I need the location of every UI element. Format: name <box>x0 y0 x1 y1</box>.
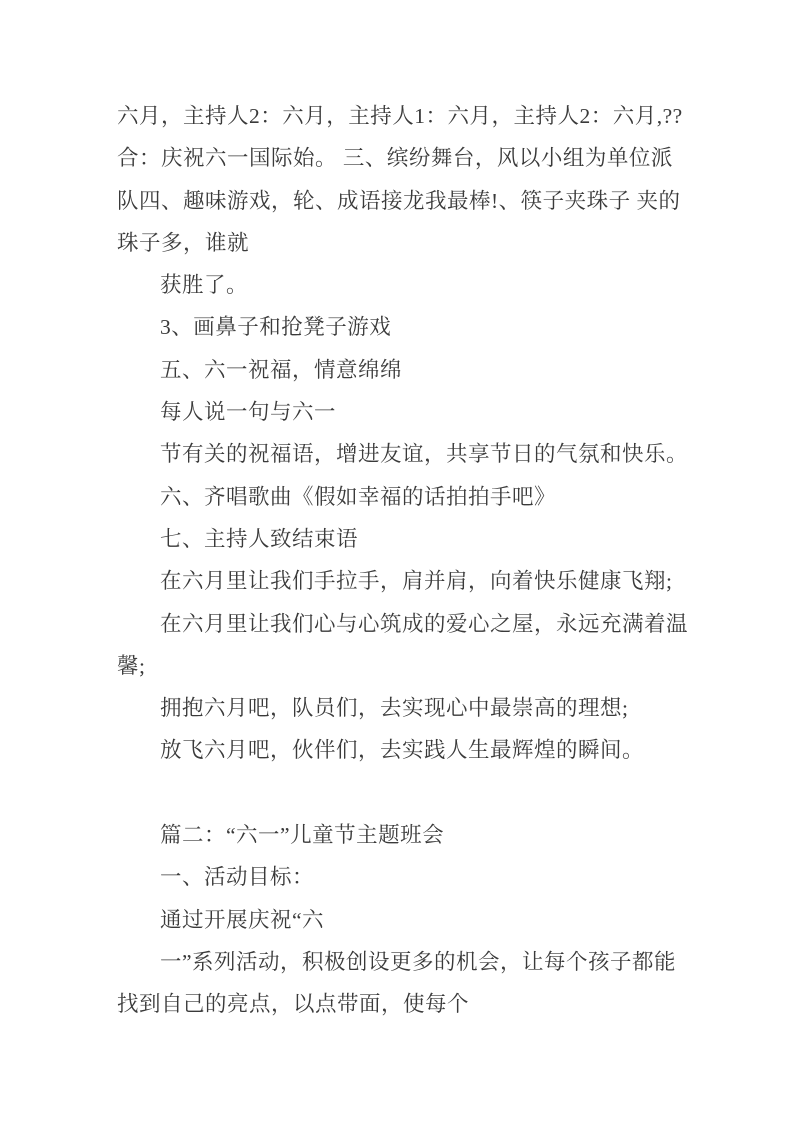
paragraph-line: 一”系列活动，积极创设更多的机会，让每个孩子都能 <box>160 949 677 974</box>
paragraph-line: 六、齐唱歌曲《假如幸福的话拍拍手吧》 <box>160 484 557 509</box>
paragraph-line: 在六月里让我们手拉手，肩并肩，向着快乐健康飞翔; <box>160 569 673 594</box>
paragraph-line: 拥抱六月吧，队员们，去实现心中最崇高的理想; <box>160 696 629 721</box>
paragraph-line: 六月，主持人2：六月，主持人1：六月，主持人2：六月,?? <box>117 104 683 128</box>
paragraph-line: 合：庆祝六一国际始。 三、缤纷舞台，风以小组为单位派 <box>117 146 673 171</box>
paragraph-line: 每人说一句与六一 <box>160 400 337 425</box>
paragraph-line: 节有关的祝福语，增进友谊，共享节日的气氛和快乐。 <box>160 442 689 467</box>
blank-line <box>117 772 737 814</box>
paragraph-line: 放飞六月吧，伙伴们，去实践人生最辉煌的瞬间。 <box>160 738 645 763</box>
paragraph-line: 珠子多，谁就 <box>117 230 250 255</box>
paragraph-line: 在六月里让我们心与心筑成的爱心之屋，永远充满着温 <box>160 611 689 636</box>
paragraph-line: 七、主持人致结束语 <box>160 526 359 551</box>
document-text-body <box>117 95 737 1026</box>
paragraph-line: 馨; <box>117 653 146 678</box>
paragraph-line: 通过开展庆祝“六 <box>160 907 325 932</box>
paragraph-line: 一、活动目标： <box>160 865 315 890</box>
paragraph-line: 五、六一祝福，情意绵绵 <box>160 357 403 382</box>
paragraph-line: 篇二：“六一”儿童节主题班会 <box>160 823 445 848</box>
paragraph-line: 队四、趣味游戏，轮、成语接龙我最棒!、筷子夹珠子 夹的 <box>117 188 681 213</box>
paragraph-line: 3、画鼻子和抢凳子游戏 <box>160 315 392 340</box>
paragraph-line: 找到自己的亮点，以点带面，使每个 <box>117 992 470 1017</box>
paragraph-line: 获胜了。 <box>160 273 249 298</box>
